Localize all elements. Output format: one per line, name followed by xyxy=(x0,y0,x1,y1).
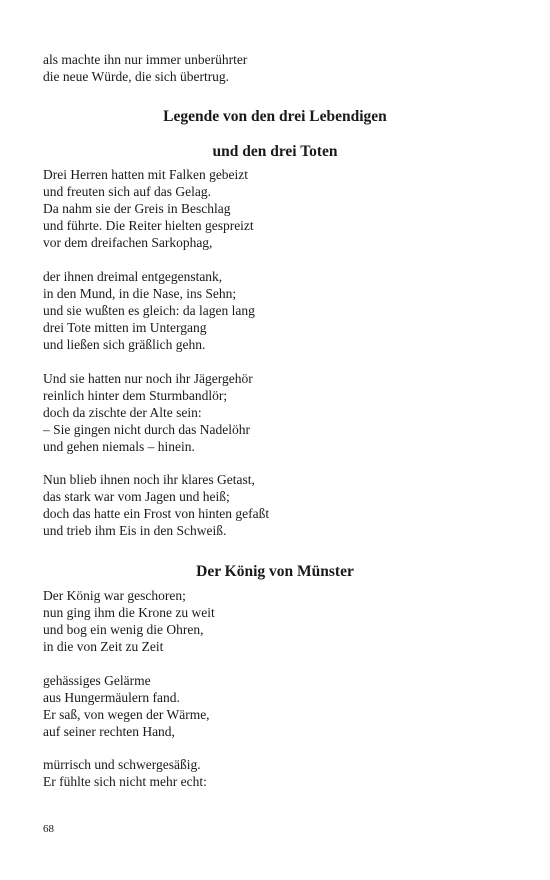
verse-line: Nun blieb ihnen noch ihr klares Getast, xyxy=(43,472,255,487)
poem-title: Legende von den drei Lebendigen xyxy=(163,108,387,125)
verse-line: – Sie gingen nicht durch das Nadelöhr xyxy=(43,421,250,437)
verse-line: Und sie hatten nur noch ihr Jägergehör xyxy=(43,371,253,386)
stanza xyxy=(43,588,513,656)
verse-line: vor dem dreifachen Sarkophag, xyxy=(43,234,213,250)
verse-line: in den Mund, in die Nase, ins Sehn; xyxy=(43,285,237,301)
verse-line: Da nahm sie der Greis in Beschlag xyxy=(43,200,231,216)
verse-line: nun ging ihm die Krone zu weit xyxy=(43,604,215,620)
verse-line: reinlich hinter dem Sturmbandlör; xyxy=(43,387,228,403)
verse-line: und freuten sich auf das Gelag. xyxy=(43,183,211,199)
verse-line: gehässiges Gelärme xyxy=(43,673,151,688)
verse-line: mürrisch und schwergesäßig. xyxy=(43,757,201,772)
verse-line: das stark war vom Jagen und heiß; xyxy=(43,488,230,504)
stanza xyxy=(43,472,513,540)
verse-line: doch das hatte ein Frost von hinten gefaßt xyxy=(43,505,270,521)
intro-stanza xyxy=(43,52,513,86)
stanza xyxy=(43,371,513,456)
verse-line: und trieb ihm Eis in den Schweiß. xyxy=(43,522,227,538)
verse-line: in die von Zeit zu Zeit xyxy=(43,638,164,654)
verse-line: als machte ihn nur immer unberührter xyxy=(43,52,248,67)
verse-line: der ihnen dreimal entgegenstank, xyxy=(43,269,223,284)
verse-line: drei Tote mitten im Untergang xyxy=(43,319,207,335)
verse-line: Er fühlte sich nicht mehr echt: xyxy=(43,773,207,789)
stanza xyxy=(43,757,513,791)
verse-line: und bog ein wenig die Ohren, xyxy=(43,621,204,637)
poem-title: Der König von Münster xyxy=(196,563,354,580)
verse-line: und ließen sich gräßlich gehn. xyxy=(43,336,206,352)
page-number: 68 xyxy=(43,823,54,835)
verse-line: auf seiner rechten Hand, xyxy=(43,723,175,739)
verse-line: aus Hungermäulern fand. xyxy=(43,689,180,705)
poem-title-continued: und den drei Toten xyxy=(212,143,338,160)
stanza xyxy=(43,167,513,252)
verse-line: Drei Herren hatten mit Falken gebeizt xyxy=(43,167,249,182)
verse-line: die neue Würde, die sich übertrug. xyxy=(43,68,230,84)
verse-line: und gehen niemals – hinein. xyxy=(43,438,195,454)
stanza xyxy=(43,673,513,741)
verse-line: Er saß, von wegen der Wärme, xyxy=(43,706,210,722)
stanza xyxy=(43,269,513,354)
verse-line: Der König war geschoren; xyxy=(43,588,186,603)
verse-line: und sie wußten es gleich: da lagen lang xyxy=(43,302,255,318)
verse-line: doch da zischte der Alte sein: xyxy=(43,404,202,420)
verse-line: und führte. Die Reiter hielten gespreizt xyxy=(43,217,254,233)
